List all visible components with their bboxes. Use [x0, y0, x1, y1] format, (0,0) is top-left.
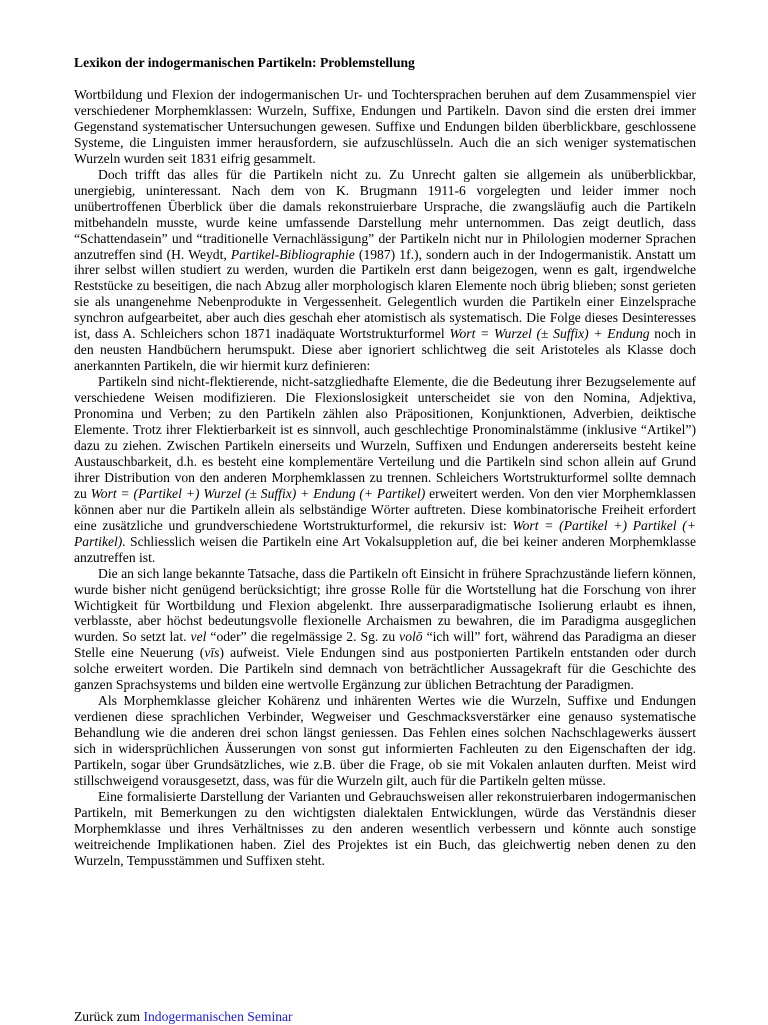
footer: [74, 1009, 293, 1025]
text-run: Die an sich lange bekannte Tatsache, dass die Partikeln oft Einsicht in frühere Sprachzustände liefern können, wurde bisher nicht genügend berücksichtigt; ihre grosse Rolle für die Wortstellung hat die Forschung von ihrer Wichtigkeit für Wortbildung und Flexion abgelenkt. Ihre ausserparadigmatische Isolierung erlaubt es ihnen, verblasste, aber höchst bedeutungsvolle flexionelle Archaismen zu bewahren, die im Paradigma ausgeglichen wurden. So setzt lat.: [74, 565, 696, 645]
text-run: (1987) 1f.), sondern auch in der Indogermanistik. Anstatt um ihrer selbst willen studiert zu werden, wurden die Partikeln erst dann beigezogen, wenn es galt, irgendwelche Reststücke zu beseitigen, die nach Abzug aller morphologisch klaren Elemente noch übrig blieben; sonst gerieten sie als unangenehme Nebenprodukte in Vergessenheit. Gelegentlich wurden die Partikeln einer Einzelsprache synchron aufgearbeitet, aber auch dies geschah eher atomistisch als systematisch. Die Folge dieses Desinteresses ist, dass A. Schleichers schon 1871 inadäquate Wortstrukturformel: [74, 246, 696, 342]
seminar-link[interactable]: Indogermanischen Seminar: [143, 1009, 293, 1024]
text-run: “oder” die regelmässige 2. Sg. zu: [206, 629, 400, 645]
italic-term: vīs: [204, 645, 220, 661]
body-paragraph: [74, 789, 696, 869]
italic-term: Wort = (Partikel +) Wurzel (± Suffix) + Endung (+ Partikel): [90, 485, 426, 501]
text-run: “ich will” fort, während das Paradigma an dieser Stelle eine Neuerung (: [74, 629, 696, 661]
body-paragraph: [74, 566, 696, 694]
body-paragraph: [74, 167, 696, 374]
text-run: Als Morphemklasse gleicher Kohärenz und inhärenten Wertes wie die Wurzeln, Suffixe und Endungen verdienen diese sprachlichen Verbinder, Wegweiser und Geschmacksverstärker eine genauso systematische Behandlung wie die anderen drei schon längst geniessen. Das Fehlen eines solchen Nachschlagewerks äussert sich in widersprüchlichen Äusserungen von sonst gut informierten Fachleuten zu den Eigenschaften der idg. Partikeln, sogar über Grundsätzliches, wie z.B. über die Frage, ob sie mit Vokalen anlauten durften. Meist wird stillschweigend vorausgesetzt, dass, was für die Wurzeln gilt, auch für die Partikeln gelten müsse.: [74, 693, 696, 788]
italic-term: vel: [190, 629, 207, 645]
page-title: Lexikon der indogermanischen Partikeln: Problemstellung: [74, 55, 415, 70]
body-paragraph: [74, 693, 696, 789]
text-run: Partikeln sind nicht-flektierende, nicht-satzgliedhafte Elemente, die die Bedeutung ihrer Bezugselemente auf verschiedene Weisen modifizieren. Die Flexionslosigkeit unterscheidet sie von den Nomina, Adjektiva, Pronomina und Verben; zu den Partikeln zählen also Präpositionen, Konjunktionen, Adverbien, deiktische Elemente. Trotz ihrer Flektierbarkeit ist es sinnvoll, auch geschlechtige Pronominalstämme (inklusive “Artikel”) dazu zu ziehen. Zwischen Partikeln einerseits und Wurzeln, Suffixen und Endungen andererseits besteht keine Austauschbarkeit, d.h. es besteht eine komplementäre Verteilung und die Partikeln sind schon allein auf Grund ihrer Distribution von den anderen Morphemklassen zu trennen. Schleichers Wortstrukturformel sollte demnach zu: [74, 374, 696, 501]
text-run: ) aufweist. Viele Endungen sind aus postponierten Partikeln entstanden oder durch solche erweitert worden. Die Partikeln sind demnach von beträchtlicher Aussagekraft für die Geschichte des ganzen Sprachsystems und bilden eine wertvolle Ergänzung zur üblichen Betrachtung der Paradigmen.: [74, 645, 697, 693]
text-run: Eine formalisierte Darstellung der Varianten und Gebrauchsweisen aller rekonstruierbaren indogermanischen Partikeln, mit Bemerkungen zu den wichtigsten dialektalen Entwicklungen, würde das Verständnis dieser Morphemklasse und ihres Verhältnisses zu den anderen wesentlich verbessern und könnte auch sonstige weitreichende Implikationen haben. Ziel des Projektes ist ein Buch, das gleichwertig neben denen zu den Wurzeln, Tempusstämmen und Suffixen steht.: [74, 788, 696, 868]
document-body: [74, 87, 696, 869]
italic-term: Wort = Wurzel (± Suffix) + Endung: [449, 326, 650, 342]
italic-term: Partikel-Bibliographie: [230, 246, 355, 262]
text-run: erweitert werden. Von den vier Morphemklassen können aber nur die Partikeln allein als selbständige Wörter auftreten. Diese kombinatorische Freiheit erfordert eine zusätzliche und grundverschiedene Wortstrukturformel, die rekursiv ist:: [74, 485, 696, 533]
footer-prefix: Zurück zum: [74, 1009, 144, 1024]
text-run: Doch trifft das alles für die Partikeln nicht zu. Zu Unrecht galten sie allgemein als unüberblickbar, unergiebig, uninteressant. Nach dem von K. Brugmann 1911-6 vorgelegten und leider immer noch unübertroffenen Überblick über die damals rekonstruierbare Ursprache, die zwangsläufig auch die Partikeln mitbehandeln musste, wurde keine umfassende Darstellung mehr unternommen. Das zeigt deutlich, dass “Schattendasein” und “traditionelle Vernachlässigung” der Partikeln nicht nur in Philologien moderner Sprachen anzutreffen sind (H. Weydt,: [74, 166, 696, 262]
body-paragraph: [74, 374, 696, 565]
text-run: Schliesslich weisen die Partikeln eine Art Vokalsuppletion auf, die bei keiner anderen Morphemklasse anzutreffen ist.: [74, 533, 696, 565]
text-run: noch in den neusten Handbüchern herumspukt. Diese aber ignoriert schlichtweg die seit Aristoteles als Klasse doch anerkannten Partikeln, die wir hiermit kurz definieren:: [74, 326, 696, 374]
italic-term: Wort = (Partikel +) Partikel (+ Partikel).: [74, 517, 696, 549]
italic-term: volō: [399, 629, 423, 645]
body-paragraph: [74, 87, 696, 167]
text-run: Wortbildung und Flexion der indogermanischen Ur- und Tochtersprachen beruhen auf dem Zusammenspiel vier verschiedener Morphemklassen: Wurzeln, Suffixe, Endungen und Partikeln. Davon sind die ersten drei immer Gegenstand systematischer Untersuchungen gewesen. Suffixe und Endungen bilden überblickbare, geschlossene Systeme, die Linguisten immer herausfordern, sie aufzuschlüsseln. Auch die an sich weniger systematischen Wurzeln wurden seit 1831 eifrig gesammelt.: [74, 87, 696, 166]
